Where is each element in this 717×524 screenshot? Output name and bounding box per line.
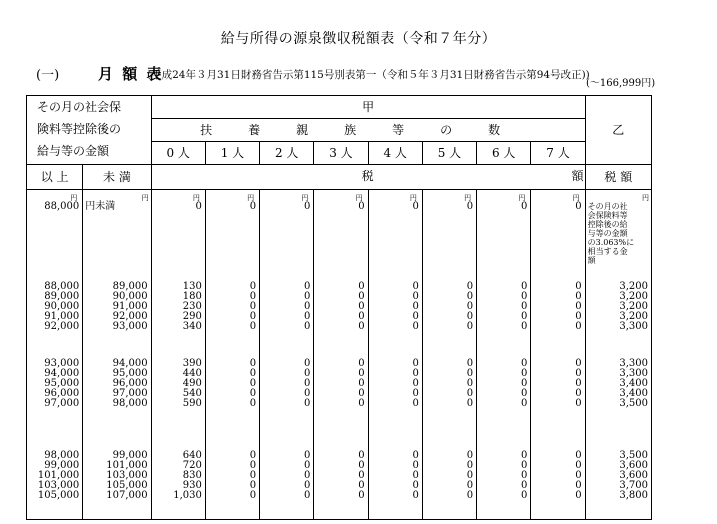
cell-value: 1,030 [173, 490, 202, 501]
block-miman [83, 282, 151, 344]
cell-value: 0 [303, 378, 311, 389]
cell-value: 0 [358, 358, 365, 369]
cell-value: 0 [520, 378, 528, 389]
unit-label: 円 [464, 194, 472, 202]
block-dep4 [368, 282, 422, 344]
cell-value: 640 [182, 450, 202, 461]
section-name: 月 額 表 [98, 65, 164, 83]
income-header-line: 険料等控除後の [37, 122, 122, 136]
dependents-1-header: 1 人 [205, 142, 259, 165]
block-ijo [27, 344, 83, 435]
cell-value: 0 [412, 321, 419, 332]
cell-dep7 [531, 190, 585, 283]
unit-label: 円 [247, 194, 255, 202]
cell-value: 0 [466, 388, 474, 399]
dependents-5-header: 5 人 [422, 142, 476, 165]
cell-value: 0 [575, 490, 582, 501]
cell-value: 0 [520, 460, 528, 471]
cell-value: 0 [412, 388, 419, 399]
cell-value: 0 [249, 398, 257, 409]
cell-value: 0 [412, 301, 419, 312]
cell-value: 0 [303, 490, 311, 501]
cell-value: 930 [182, 480, 202, 491]
cell-value: 0 [358, 388, 365, 399]
block-dep2 [260, 344, 314, 435]
col-miman: 未 満 [83, 165, 151, 190]
range-note: (～166,999円) [586, 78, 656, 89]
cell-value: 0 [466, 311, 474, 322]
col-gaku-label: 額 [571, 169, 584, 183]
cell-value: 0 [358, 450, 365, 461]
cell-value: 0 [466, 301, 474, 312]
cell-value: 0 [466, 398, 474, 409]
cell-value: 0 [303, 311, 311, 322]
unit-label: 円 [301, 194, 309, 202]
unit-label: 円 [192, 194, 200, 202]
cell-value: 0 [412, 470, 419, 481]
cell-value: 96,000 [44, 388, 80, 399]
cell-value: 0 [412, 378, 419, 389]
table-block [27, 282, 652, 344]
cell-dep5 [422, 190, 476, 283]
block-dep6 [477, 344, 531, 435]
cell-dep6 [477, 190, 531, 283]
cell-dep3 [314, 190, 368, 283]
block-dep6 [477, 435, 531, 520]
cell-value: 0 [303, 281, 311, 292]
cell-value: 3,800 [619, 490, 648, 501]
cell-value: 3,600 [619, 470, 648, 481]
cell-value: 0 [466, 201, 474, 212]
cell-value: 180 [182, 291, 202, 302]
cell-value: 0 [575, 460, 582, 471]
cell-value: 0 [303, 388, 311, 399]
cell-value: 0 [249, 201, 257, 212]
cell-value: 720 [182, 460, 202, 471]
cell-value: 0 [575, 368, 582, 379]
cell-value: 0 [303, 460, 311, 471]
block-ijo [27, 435, 83, 520]
dependents-7-header: 7 人 [531, 142, 585, 165]
cell-value: 0 [249, 368, 257, 379]
block-dep5 [422, 435, 476, 520]
cell-value: 0 [358, 378, 365, 389]
cell-value: 0 [303, 301, 311, 312]
cell-value: 3,500 [619, 398, 648, 409]
cell-value: 0 [249, 460, 257, 471]
cell-value: 107,000 [106, 490, 148, 501]
cell-value: 3,300 [619, 358, 648, 369]
cell-value: 99,000 [112, 450, 148, 461]
cell-value: 0 [358, 201, 365, 212]
note-line: 相当する金 [587, 247, 628, 256]
cell-value: 0 [575, 388, 582, 399]
block-dep5 [422, 282, 476, 344]
cell-value: 3,400 [619, 378, 648, 389]
col-tax-amount [151, 165, 585, 190]
cell-value: 0 [575, 201, 582, 212]
block-dep7 [531, 344, 585, 435]
note-line: 控除後の給 [587, 220, 628, 229]
cell-value: 3,200 [619, 311, 648, 322]
block-dep4 [368, 344, 422, 435]
cell-value: 0 [358, 490, 365, 501]
cell-value: 0 [575, 311, 582, 322]
cell-value: 90,000 [112, 291, 148, 302]
cell-value: 0 [412, 291, 419, 302]
cell-value: 0 [249, 480, 257, 491]
income-range-header [27, 96, 152, 165]
cell-value: 91,000 [44, 311, 80, 322]
cell-value: 96,000 [112, 378, 148, 389]
section-number: (一) [36, 68, 60, 83]
cell-value: 0 [358, 368, 365, 379]
cell-value: 0 [466, 460, 474, 471]
cell-value: 0 [303, 358, 311, 369]
cell-value: 0 [249, 450, 257, 461]
cell-value: 0 [249, 301, 257, 312]
cell-value: 0 [412, 358, 419, 369]
cell-value: 0 [249, 490, 257, 501]
cell-value: 0 [520, 358, 528, 369]
cell-value: 0 [303, 398, 311, 409]
col-otsu-tax: 税 額 [585, 165, 651, 190]
unit-label: 円 [409, 194, 417, 202]
cell-value: 0 [520, 450, 528, 461]
cell-value: 0 [575, 450, 582, 461]
cell-value: 0 [249, 321, 257, 332]
cell-value: 97,000 [44, 398, 80, 409]
section-legal-note: (平成24年３月31日財務省告示第115号別表第一（令和５年３月31日財務省告示第94号改正)) [147, 69, 590, 81]
cell-value: 0 [358, 480, 365, 491]
cell-value: 3,400 [619, 388, 648, 399]
col-ijo: 以 上 [27, 165, 83, 190]
cell-dep1 [205, 190, 259, 283]
cell-value: 101,000 [106, 460, 148, 471]
cell-value: 0 [249, 291, 257, 302]
block-dep1 [205, 435, 259, 520]
cell-value: 88,000 [44, 281, 80, 292]
cell-value: 0 [466, 450, 474, 461]
cell-value: 490 [182, 378, 202, 389]
table-block [27, 344, 652, 435]
block-dep6 [477, 282, 531, 344]
block-otsu [585, 435, 651, 520]
cell-value: 830 [182, 470, 202, 481]
cell-value: 0 [358, 321, 365, 332]
cell-value: 105,000 [37, 490, 80, 501]
cell-value: 0 [575, 281, 582, 292]
cell-value: 3,500 [619, 450, 648, 461]
cell-value: 0 [575, 378, 582, 389]
cell-value: 0 [466, 281, 474, 292]
block-dep7 [531, 282, 585, 344]
note-line: の3.063%に [587, 238, 635, 247]
cell-value: 0 [412, 480, 419, 491]
cell-value: 89,000 [44, 291, 80, 302]
block-dep3 [314, 344, 368, 435]
block-dep2 [260, 282, 314, 344]
cell-value: 0 [520, 490, 528, 501]
cell-value: 103,000 [37, 480, 80, 491]
cell-value: 3,200 [619, 281, 648, 292]
cell-value: 0 [520, 480, 528, 491]
cell-value: 0 [358, 470, 365, 481]
cell-value: 0 [303, 480, 311, 491]
cell-value: 0 [412, 450, 419, 461]
cell-value: 0 [303, 321, 311, 332]
cell-value: 99,000 [44, 460, 80, 471]
cell-value: 93,000 [112, 321, 148, 332]
cell-value: 0 [195, 201, 202, 212]
cell-value: 0 [358, 311, 365, 322]
cell-value: 0 [520, 301, 528, 312]
cell-value: 0 [303, 201, 311, 212]
cell-value: 0 [520, 368, 528, 379]
cell-value: 0 [358, 460, 365, 471]
block-dep2 [260, 435, 314, 520]
cell-value: 0 [466, 321, 474, 332]
cell-dep4 [368, 190, 422, 283]
cell-value: 0 [412, 398, 419, 409]
table-row [27, 190, 652, 283]
cell-value: 92,000 [44, 321, 80, 332]
cell-value: 円未満 [85, 201, 116, 212]
unit-label: 円 [70, 194, 78, 202]
note-line: その月の社 [587, 202, 628, 211]
cell-value: 95,000 [44, 378, 80, 389]
cell-dep2 [260, 190, 314, 283]
dependents-6-header: 6 人 [477, 142, 531, 165]
dependents-2-header: 2 人 [260, 142, 314, 165]
block-dep0 [151, 282, 205, 344]
cell-value: 3,300 [619, 321, 648, 332]
cell-value: 440 [182, 368, 202, 379]
note-line: 会保険料等 [587, 211, 628, 220]
block-dep0 [151, 344, 205, 435]
cell-value: 94,000 [44, 368, 80, 379]
cell-value: 3,600 [619, 460, 648, 471]
cell-value: 0 [249, 470, 257, 481]
cell-value: 540 [182, 388, 202, 399]
cell-value: 0 [466, 480, 474, 491]
dependents-3-header: 3 人 [314, 142, 368, 165]
block-dep7 [531, 435, 585, 520]
cell-value: 93,000 [44, 358, 80, 369]
cell-value: 0 [520, 470, 528, 481]
cell-value: 91,000 [112, 301, 148, 312]
cell-value: 90,000 [44, 301, 80, 312]
note-line: 額 [587, 256, 596, 265]
cell-value: 0 [575, 470, 582, 481]
cell-value: 0 [412, 490, 419, 501]
dependents-4-header: 4 人 [368, 142, 422, 165]
cell-value: 0 [249, 311, 257, 322]
block-dep0 [151, 435, 205, 520]
cell-value: 94,000 [112, 358, 148, 369]
cell-value: 0 [358, 281, 365, 292]
cell-value: 590 [182, 398, 202, 409]
cell-value: 0 [303, 450, 311, 461]
cell-value: 103,000 [106, 470, 148, 481]
cell-value: 98,000 [44, 450, 80, 461]
cell-value: 88,000 [44, 201, 80, 212]
cell-value: 0 [303, 291, 311, 302]
cell-value: 3,700 [619, 480, 648, 491]
dependents-0-header: 0 人 [151, 142, 205, 165]
cell-value: 0 [249, 281, 257, 292]
block-otsu [585, 344, 651, 435]
cell-value: 0 [575, 358, 582, 369]
cell-value: 290 [182, 311, 202, 322]
unit-label: 円 [572, 194, 580, 202]
dependents-header: 扶養親族等の数 [151, 119, 585, 142]
block-miman [83, 435, 151, 520]
cell-value: 0 [466, 470, 474, 481]
block-dep1 [205, 282, 259, 344]
cell-otsu-note [585, 190, 651, 283]
cell-value: 0 [412, 460, 419, 471]
cell-value: 0 [358, 291, 365, 302]
cell-value: 0 [575, 301, 582, 312]
table-block [27, 435, 652, 520]
cell-dep0 [151, 190, 205, 283]
cell-value: 0 [520, 388, 528, 399]
unit-label: 円 [141, 194, 149, 202]
cell-value: 130 [182, 281, 202, 292]
first-row-ijo [27, 190, 83, 283]
otsu-note [586, 202, 651, 265]
cell-value: 390 [182, 358, 202, 369]
cell-value: 0 [520, 201, 528, 212]
unit-label: 円 [518, 194, 526, 202]
cell-value: 95,000 [112, 368, 148, 379]
cell-value: 0 [303, 470, 311, 481]
cell-value: 105,000 [106, 480, 148, 491]
col-tax-label: 税 [361, 169, 374, 183]
block-otsu [585, 282, 651, 344]
cell-value: 0 [575, 480, 582, 491]
cell-value: 0 [358, 398, 365, 409]
cell-value: 97,000 [112, 388, 148, 399]
cell-value: 0 [358, 301, 365, 312]
cell-value: 0 [520, 398, 528, 409]
block-miman [83, 344, 151, 435]
unit-label: 円 [355, 194, 363, 202]
cell-value: 92,000 [112, 311, 148, 322]
cell-value: 3,300 [619, 368, 648, 379]
first-row-miman [83, 190, 151, 283]
cell-value: 0 [520, 291, 528, 302]
cell-value: 0 [249, 378, 257, 389]
cell-value: 0 [520, 281, 528, 292]
cell-value: 0 [466, 358, 474, 369]
kou-header: 甲 [151, 96, 585, 119]
cell-value: 0 [575, 321, 582, 332]
cell-value: 0 [412, 281, 419, 292]
income-header-line: その月の社会保 [37, 100, 122, 114]
block-dep4 [368, 435, 422, 520]
cell-value: 101,000 [37, 470, 80, 481]
cell-value: 0 [303, 368, 311, 379]
otsu-header: 乙 [585, 96, 651, 165]
income-header-line: 給与等の金額 [37, 144, 110, 158]
note-line: 与等の金額 [587, 229, 628, 238]
cell-value: 340 [182, 321, 202, 332]
cell-value: 0 [575, 398, 582, 409]
cell-value: 0 [412, 368, 419, 379]
cell-value: 3,200 [619, 301, 648, 312]
block-dep5 [422, 344, 476, 435]
cell-value: 0 [575, 291, 582, 302]
cell-value: 0 [466, 368, 474, 379]
cell-value: 0 [520, 321, 528, 332]
block-ijo [27, 282, 83, 344]
cell-value: 230 [182, 301, 202, 312]
cell-value: 98,000 [112, 398, 148, 409]
block-dep1 [205, 344, 259, 435]
cell-value: 3,200 [619, 291, 648, 302]
withholding-tax-table [26, 95, 652, 520]
cell-value: 0 [249, 358, 257, 369]
block-dep3 [314, 282, 368, 344]
cell-value: 0 [249, 388, 257, 399]
cell-value: 0 [520, 311, 528, 322]
cell-value: 0 [466, 291, 474, 302]
unit-label: 円 [642, 194, 649, 202]
cell-value: 0 [466, 378, 474, 389]
cell-value: 0 [412, 201, 419, 212]
cell-value: 89,000 [112, 281, 148, 292]
cell-value: 0 [412, 311, 419, 322]
block-dep3 [314, 435, 368, 520]
document-title: 給与所得の源泉徴収税額表（令和７年分） [220, 31, 497, 47]
cell-value: 0 [466, 490, 474, 501]
